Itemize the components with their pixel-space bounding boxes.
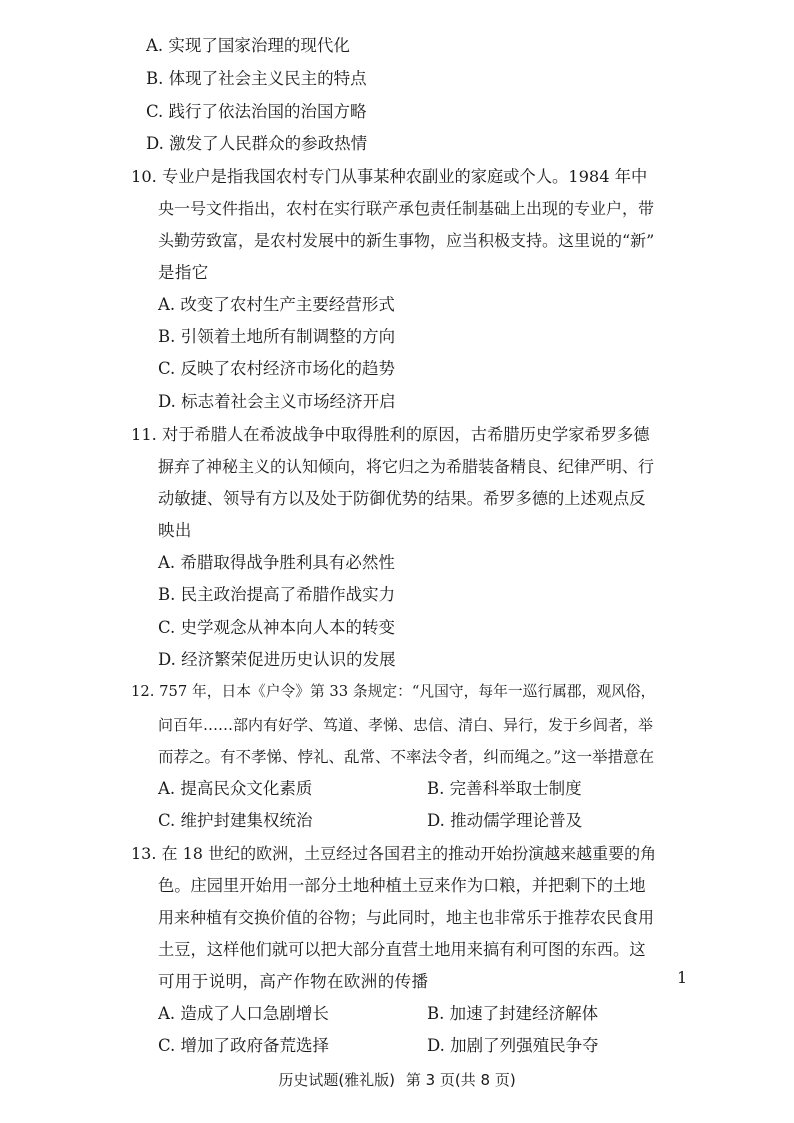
q11-stem-line-1: 11. 对于希腊人在希波战争中取得胜利的原因，古希腊历史学家希罗多德 — [131, 425, 650, 444]
q11-stem-line-3: 动敏捷、领导有方以及处于防御优势的结果。希罗多德的上述观点反 — [158, 489, 646, 508]
q11-option-c: C. 史学观念从神本向人本的转变 — [158, 618, 396, 637]
q9-option-a: A. 实现了国家治理的现代化 — [146, 36, 350, 55]
margin-mark: 1 — [677, 968, 688, 987]
q12-option-a: A. 提高民众文化素质 — [158, 779, 313, 798]
q13-option-c: C. 增加了政府备荒选择 — [158, 1036, 330, 1055]
q13-option-d: D. 加剧了列强殖民争夺 — [427, 1036, 599, 1055]
q10-option-c: C. 反映了农村经济市场化的趋势 — [158, 359, 396, 378]
footer-page-number: 第 3 页(共 8 页) — [405, 1071, 516, 1089]
q13-stem-line-3: 用来种植有交换价值的谷物；与此同时，地主也非常乐于推荐农民食用 — [158, 908, 655, 927]
q9-option-c: C. 践行了依法治国的治国方略 — [146, 102, 367, 121]
q11-stem-line-4: 映出 — [158, 521, 192, 540]
q13-option-b: B. 加速了封建经济解体 — [427, 1004, 599, 1023]
q12-stem-line-2: 问百年……部内有好学、笃道、孝悌、忠信、清白、异行，发于乡闾者，举 — [158, 716, 654, 734]
q13-stem-line-2: 色。庄园里开始用一部分土地种植土豆来作为口粮，并把剩下的土地 — [158, 876, 646, 895]
q13-option-a: A. 造成了人口急剧增长 — [158, 1004, 329, 1023]
q10-option-d: D. 标志着社会主义市场经济开启 — [158, 392, 396, 411]
q9-option-d: D. 激发了人民群众的参政热情 — [146, 134, 368, 153]
q11-stem-line-2: 摒弃了神秘主义的认知倾向，将它归之为希腊装备精良、纪律严明、行 — [158, 457, 655, 476]
q10-stem-line-3: 头勤劳致富，是农村发展中的新生事物，应当积极支持。这里说的“新” — [158, 231, 655, 250]
q11-option-b: B. 民主政治提高了希腊作战实力 — [158, 585, 396, 604]
q12-option-d: D. 推动儒学理论普及 — [427, 811, 583, 830]
q13-stem-line-1: 13. 在 18 世纪的欧洲，土豆经过各国君主的推动开始扮演越来越重要的角 — [131, 844, 657, 863]
page-footer — [0, 1069, 794, 1090]
q12-stem-line-1: 12. 757 年，日本《户令》第 33 条规定：“凡国守，每年一巡行属郡，观风俗， — [131, 683, 656, 700]
footer-subject: 历史试题(雅礼版) — [278, 1071, 396, 1089]
q10-option-a: A. 改变了农村生产主要经营形式 — [158, 295, 395, 314]
q10-option-b: B. 引领着土地所有制调整的方向 — [158, 327, 396, 346]
q12-option-b: B. 完善科举取士制度 — [427, 779, 582, 798]
q10-stem-line-2: 央一号文件指出，农村在实行联产承包责任制基础上出现的专业户，带 — [158, 199, 655, 218]
q10-stem-line-4: 是指它 — [158, 263, 209, 282]
q12-option-c: C. 维护封建集权统治 — [158, 811, 313, 830]
q10-stem-line-1: 10. 专业户是指我国农村专门从事某种农副业的家庭或个人。1984 年中 — [131, 167, 648, 186]
q13-stem-line-4: 土豆，这样他们就可以把大部分直营土地用来搞有利可图的东西。这 — [158, 940, 646, 959]
q11-option-d: D. 经济繁荣促进历史认识的发展 — [158, 650, 396, 669]
q9-option-b: B. 体现了社会主义民主的特点 — [146, 69, 367, 88]
q12-stem-line-3: 而荐之。有不孝悌、悖礼、乱常、不率法令者，纠而绳之。”这一举措意在 — [158, 748, 655, 766]
q11-option-a: A. 希腊取得战争胜利具有必然性 — [158, 553, 395, 572]
q13-stem-line-5: 可用于说明，高产作物在欧洲的传播 — [158, 972, 429, 991]
